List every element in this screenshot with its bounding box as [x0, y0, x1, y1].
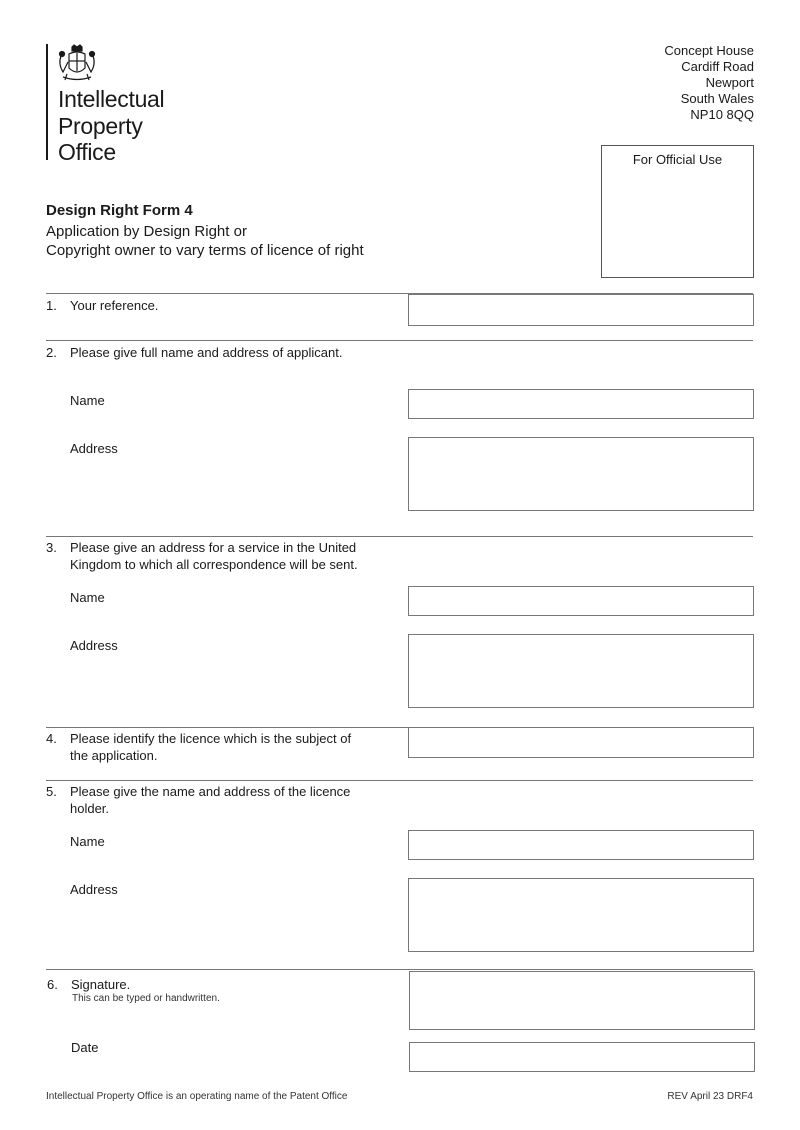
- section-divider: [46, 780, 753, 781]
- address-line-1: Concept House: [664, 43, 754, 58]
- question-number: 1.: [46, 298, 57, 313]
- date-input[interactable]: [409, 1042, 755, 1072]
- form-subtitle: [46, 222, 364, 260]
- question-4-line-1: Please identify the licence which is the subject of: [70, 731, 352, 746]
- service-address-label: Address: [70, 638, 118, 653]
- org-line-3: Office: [58, 139, 116, 165]
- question-number: 2.: [46, 345, 57, 360]
- section-divider: [46, 969, 753, 970]
- question-1-text: Your reference.: [70, 298, 159, 313]
- logo-rule: [46, 44, 48, 160]
- subtitle-line-1: Application by Design Right or: [46, 223, 247, 240]
- section-divider: [46, 536, 753, 537]
- question-number: 3.: [46, 540, 57, 555]
- address-line-3: Newport: [705, 75, 754, 90]
- date-label: Date: [71, 1040, 99, 1055]
- question-5-text: [70, 783, 350, 817]
- service-name-label: Name: [70, 590, 105, 605]
- signature-hint: This can be typed or handwritten.: [72, 993, 220, 1004]
- question-2-text: Please give full name and address of applicant.: [70, 345, 343, 360]
- form-revision: REV April 23 DRF4: [667, 1091, 753, 1102]
- question-3-text: [70, 539, 358, 573]
- form-title: Design Right Form 4: [46, 202, 193, 219]
- address-line-4: South Wales: [680, 91, 754, 106]
- holder-address-input[interactable]: [408, 878, 754, 952]
- question-5-line-2: holder.: [70, 801, 110, 816]
- footer-note: Intellectual Property Office is an operating name of the Patent Office: [46, 1091, 348, 1102]
- official-use-label: For Official Use: [632, 152, 723, 167]
- holder-name-input[interactable]: [408, 830, 754, 860]
- question-3-line-1: Please give an address for a service in the United: [70, 540, 357, 555]
- office-address: [664, 43, 754, 123]
- subtitle-line-2: Copyright owner to vary terms of licence of right: [46, 242, 364, 259]
- service-address-input[interactable]: [408, 634, 754, 708]
- royal-crest-icon: [55, 44, 99, 84]
- question-4-line-2: the application.: [70, 748, 158, 763]
- applicant-address-input[interactable]: [408, 437, 754, 511]
- org-line-1: Intellectual: [58, 86, 165, 112]
- question-3-line-2: Kingdom to which all correspondence will be sent.: [70, 557, 358, 572]
- address-line-5: NP10 8QQ: [690, 107, 754, 122]
- section-divider: [46, 340, 753, 341]
- service-name-input[interactable]: [408, 586, 754, 616]
- question-number: 6.: [47, 977, 58, 992]
- applicant-address-label: Address: [70, 441, 118, 456]
- org-line-2: Property: [58, 112, 143, 139]
- holder-name-label: Name: [70, 834, 105, 849]
- question-number: 5.: [46, 784, 57, 799]
- signature-input[interactable]: [409, 971, 755, 1030]
- official-use-box: [601, 145, 754, 278]
- question-5-line-1: Please give the name and address of the licence: [70, 784, 351, 799]
- holder-address-label: Address: [70, 882, 118, 897]
- question-4-text: [70, 730, 351, 764]
- licence-input[interactable]: [408, 727, 754, 758]
- organisation-name: [58, 86, 164, 166]
- address-line-2: Cardiff Road: [681, 59, 754, 74]
- question-number: 4.: [46, 731, 57, 746]
- reference-input[interactable]: [408, 294, 754, 326]
- question-6-text: Signature.: [71, 977, 131, 992]
- applicant-name-input[interactable]: [408, 389, 754, 419]
- applicant-name-label: Name: [70, 393, 105, 408]
